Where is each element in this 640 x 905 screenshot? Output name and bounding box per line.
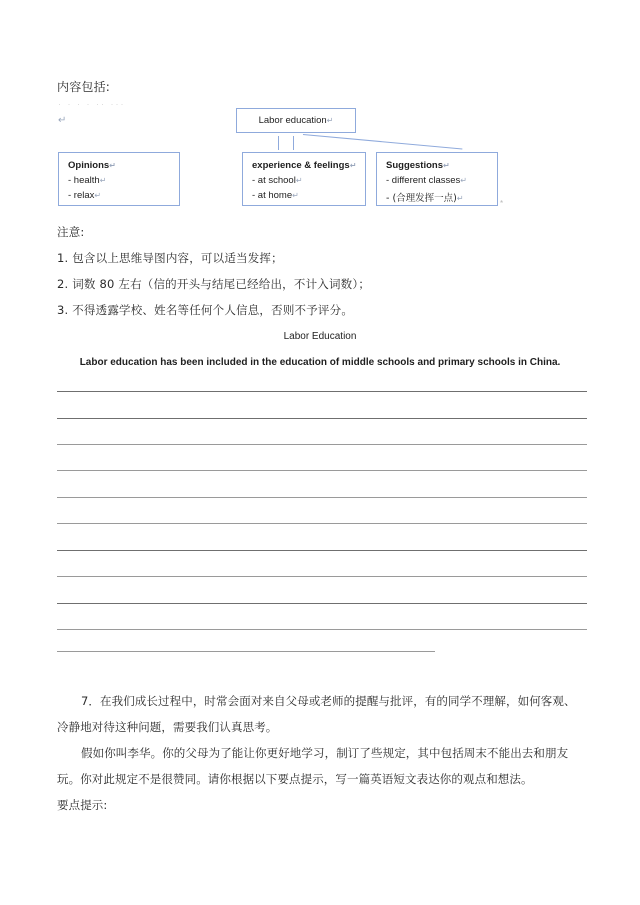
connector-diagonal-suggestions [303,134,462,149]
paragraph-mark-icon: ↵ [456,194,464,203]
faint-placeholder-text: · · · · ·· ··· [58,99,126,109]
notice-item: 1. 包含以上思维导图内容，可以适当发挥； [57,251,283,265]
writing-line [57,629,587,630]
paragraph-mark-icon: ↵ [99,176,107,185]
mindmap-node-title: Opinions [68,160,110,171]
mindmap-node-opinions [58,152,180,206]
writing-line [57,418,587,419]
paragraph-mark-icon: ↵ [460,176,467,185]
mindmap-node-item: - (合理发挥一点) [386,193,457,204]
paragraph-mark-icon: ↵ [94,191,102,200]
letter-opening-sentence: Labor education has been included in the education of middle schools and primary schools in China. [79,357,561,368]
mindmap-node-item: - different classes [386,175,461,186]
mindmap-node-suggestions [376,152,498,206]
connector-vertical-right [293,136,294,150]
paragraph-mark-icon: ↵ [292,191,299,200]
writing-line [57,444,587,445]
content-includes-label: 内容包括: [57,80,111,94]
mindmap-node-item: - health [68,175,100,186]
writing-line [57,603,587,604]
writing-line [57,497,587,498]
notice-item: 3. 不得透露学校、姓名等任何个人信息，否则不予评分。 [57,303,354,317]
mindmap-node-root [236,108,356,133]
paragraph-mark-icon: ↵ [109,161,116,170]
writing-line [57,576,587,577]
writing-line [57,470,587,471]
anchor-mark-icon: * [500,199,504,208]
letter-title: Labor Education [283,331,357,342]
paragraph-mark-icon: ↵ [295,176,303,185]
notice-item: 2. 词数 80 左右（信的开头与结尾已经给出，不计入词数）； [57,277,371,291]
writing-line [57,523,587,524]
mindmap-node-item: - at school [252,175,296,186]
mind-map-diagram [0,0,640,230]
paragraph-mark-icon: ↵ [443,161,450,170]
mindmap-node-experience [242,152,366,206]
notice-title: 注意: [57,225,85,239]
paragraph-mark-icon: ↵ [326,116,334,125]
mindmap-node-item: - at home [252,190,293,201]
writing-line [57,651,435,652]
hint-label: 要点提示: [57,798,108,812]
mindmap-root-label: Labor education [258,115,327,126]
writing-line [57,391,587,392]
mindmap-node-title: Suggestions [386,160,444,171]
connector-vertical-left [278,136,279,150]
writing-line [57,550,587,551]
mindmap-node-title: experience & feelings [252,160,350,171]
question-paragraph: 假如你叫李华。你的父母为了能让你更好地学习，制订了些规定，其中包括周末不能出去和朋友玩。你对此规定不是很赞同。请你根据以下要点提示，写一篇英语短文表达你的观点和想法。 [57,746,569,786]
mindmap-node-item: - relax [68,190,95,201]
question-paragraph: 7．在我们成长过程中，时常会面对来自父母或老师的提醒与批评，有的同学不理解，如何客观、冷静地对待这种问题，需要我们认真思考。 [57,694,576,734]
paragraph-mark-icon: ↵ [58,115,67,126]
paragraph-mark-icon: ↵ [349,161,357,170]
